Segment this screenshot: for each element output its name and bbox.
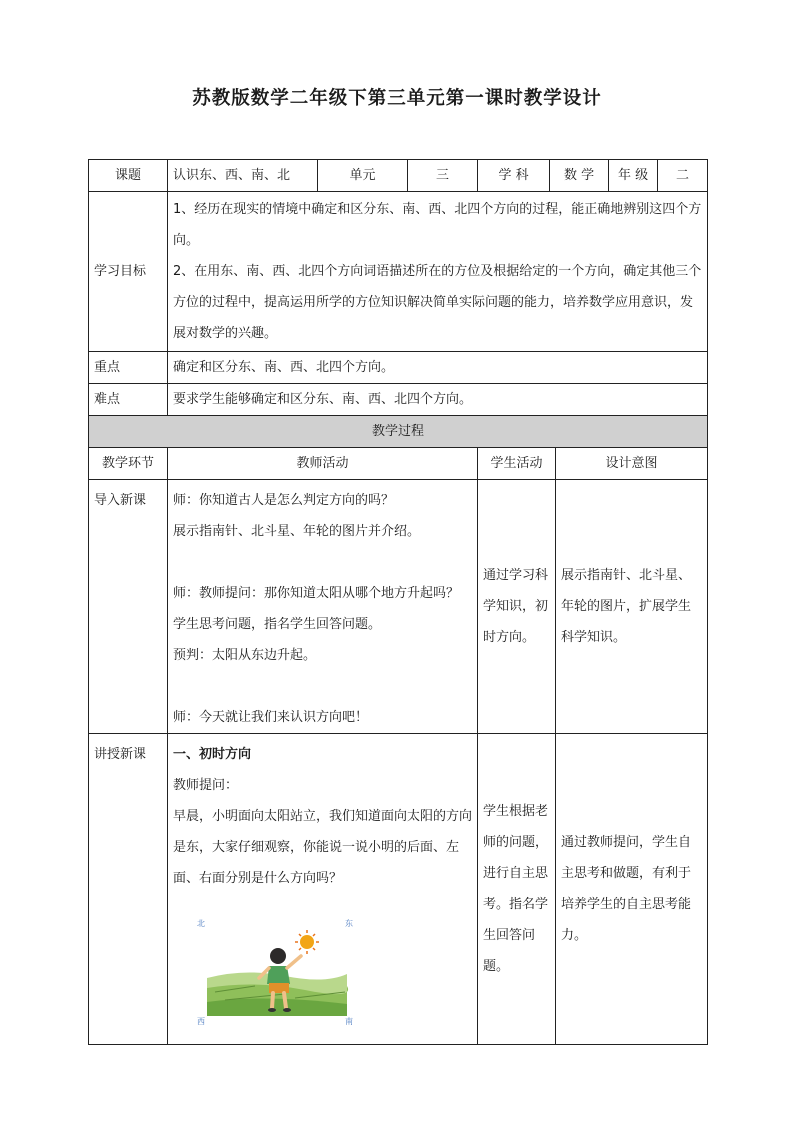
teacher-line: 学生思考问题，指名学生回答问题。 xyxy=(173,617,382,632)
subject-value: 数 学 xyxy=(550,160,609,192)
difficulty-label: 难点 xyxy=(89,384,168,416)
column-header-row xyxy=(89,448,708,480)
stage-row-intro xyxy=(89,480,708,734)
north-label: 北 xyxy=(197,919,205,928)
student-activity: 学生根据老师的问题，进行自主思考。指名学生回答问题。 xyxy=(478,734,556,1045)
objectives-label: 学习目标 xyxy=(89,192,168,352)
lesson-plan-table xyxy=(88,159,708,1045)
teacher-line: 教师提问： xyxy=(173,778,239,793)
teacher-line: 展示指南针、北斗星、年轮的图片并介绍。 xyxy=(173,524,421,539)
column-header: 教师活动 xyxy=(168,448,478,480)
teacher-line: 师：教师提问：那你知道太阳从哪个地方升起吗？ xyxy=(173,586,460,601)
section-heading: 一、初时方向 xyxy=(173,747,252,762)
objectives-row xyxy=(89,192,708,352)
unit-value: 三 xyxy=(408,160,478,192)
process-header-row xyxy=(89,416,708,448)
process-header: 教学过程 xyxy=(89,416,708,448)
column-header: 设计意图 xyxy=(556,448,708,480)
teacher-activity xyxy=(168,734,478,1045)
teacher-activity xyxy=(168,480,478,734)
west-label: 西 xyxy=(197,1017,205,1026)
key-point-row xyxy=(89,352,708,384)
stage-row-new-lesson xyxy=(89,734,708,1045)
topic-label: 课题 xyxy=(89,160,168,192)
student-activity: 通过学习科学知识，初时方向。 xyxy=(478,480,556,734)
header-row xyxy=(89,160,708,192)
difficulty-value: 要求学生能够确定和区分东、南、西、北四个方向。 xyxy=(168,384,708,416)
teacher-line: 预判：太阳从东边升起。 xyxy=(173,648,317,663)
grade-label: 年 级 xyxy=(609,160,658,192)
teacher-line xyxy=(173,547,472,578)
topic-value: 认识东、西、南、北 xyxy=(168,160,318,192)
difficulty-row xyxy=(89,384,708,416)
objective-item: 2、在用东、南、西、北四个方向词语描述所在的方位及根据给定的一个方向，确定其他三个方位的过程中，提高运用所学的方位知识解决简单实际问题的能力，培养数学应用意识，发展对数学的兴趣。 xyxy=(173,264,702,341)
teacher-line: 师：你知道古人是怎么判定方向的吗？ xyxy=(173,493,395,508)
unit-label: 单元 xyxy=(318,160,408,192)
column-header: 教学环节 xyxy=(89,448,168,480)
column-header: 学生活动 xyxy=(478,448,556,480)
objective-item: 1、经历在现实的情境中确定和区分东、南、西、北四个方向的过程，能正确地辨别这四个方向。 xyxy=(173,202,702,248)
teacher-line: 师：今天就让我们来认识方向吧！ xyxy=(173,710,369,725)
design-intent: 展示指南针、北斗星、年轮的图片，扩展学生科学知识。 xyxy=(556,480,708,734)
design-intent: 通过教师提问，学生自主思考和做题，有利于培养学生的自主思考能力。 xyxy=(556,734,708,1045)
sun-icon xyxy=(295,930,319,954)
objectives-content xyxy=(168,192,708,352)
grade-value: 二 xyxy=(658,160,708,192)
stage-name: 导入新课 xyxy=(89,480,168,734)
key-point-value: 确定和区分东、南、西、北四个方向。 xyxy=(168,352,708,384)
south-label: 南 xyxy=(345,1017,353,1026)
document-title: 苏教版数学二年级下第三单元第一课时教学设计 xyxy=(192,88,602,109)
subject-label: 学 科 xyxy=(478,160,550,192)
key-point-label: 重点 xyxy=(89,352,168,384)
teacher-line xyxy=(173,671,472,702)
boy-facing-sun-illustration xyxy=(195,916,355,1026)
teacher-line: 早晨，小明面向太阳站立，我们知道面向太阳的方向是东，大家仔细观察，你能说一说小明的后面、左面、右面分别是什么方向吗？ xyxy=(173,809,473,886)
stage-name: 讲授新课 xyxy=(89,734,168,1045)
east-label: 东 xyxy=(345,919,353,928)
